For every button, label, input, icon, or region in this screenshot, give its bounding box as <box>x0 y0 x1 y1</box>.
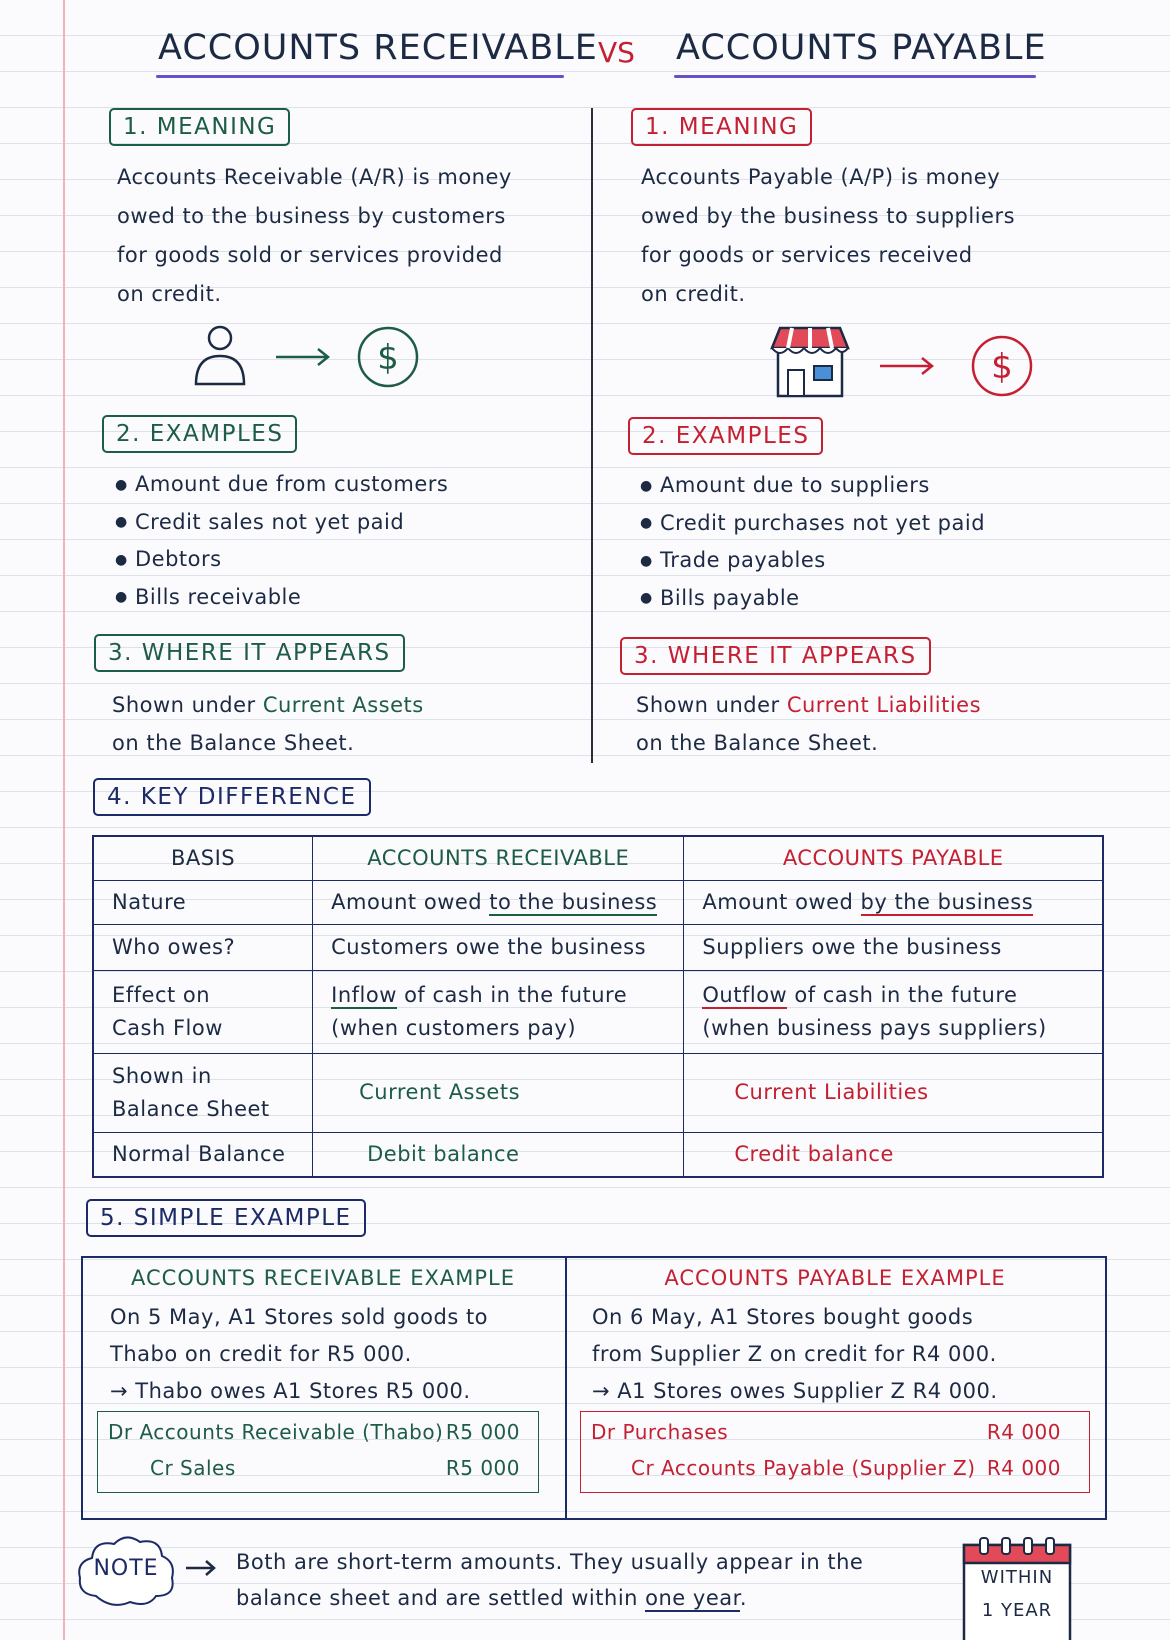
ap-journal-dr: Dr Purchases <box>591 1420 729 1444</box>
arrow-right-icon <box>184 1556 220 1580</box>
table-row <box>93 1053 1103 1132</box>
ar-journal-dr: Dr Accounts Receivable (Thabo) <box>108 1420 444 1444</box>
row-basis: Normal Balance <box>93 1132 313 1177</box>
simple-example-divider <box>565 1256 567 1518</box>
title-vs: VS <box>598 36 635 69</box>
table-row <box>93 924 1103 970</box>
calendar-icon <box>962 1537 1072 1640</box>
ar-journal-dr-amount: R5 000 <box>445 1420 520 1444</box>
arrow-right-icon <box>276 349 328 365</box>
ar-current-assets-highlight: Current Assets <box>262 693 424 717</box>
ar-journal-entry <box>97 1411 539 1493</box>
ap-examples-list <box>640 467 985 617</box>
ap-meaning-heading: 1. MEANING <box>631 108 812 146</box>
ar-meaning-heading: 1. MEANING <box>109 108 290 146</box>
table-row <box>93 880 1103 924</box>
ar-meaning-text <box>117 158 512 314</box>
ap-appears-heading: 3. WHERE IT APPEARS <box>620 637 931 675</box>
title-left: ACCOUNTS RECEIVABLE <box>158 28 598 68</box>
dollar-coin-icon <box>973 337 1031 395</box>
inflow-underlined: Inflow <box>331 982 397 1007</box>
one-year-underlined: one year <box>645 1586 740 1610</box>
ar-example-title: ACCOUNTS RECEIVABLE EXAMPLE <box>131 1266 515 1290</box>
arrow-right-icon <box>880 358 932 374</box>
row-ap: Suppliers owe the business <box>684 924 1103 970</box>
ap-journal-entry <box>580 1411 1090 1493</box>
ar-appears-text: Shown under Current Assets on the Balance Sheet. <box>112 693 424 755</box>
table-header-row <box>93 836 1103 880</box>
ap-meaning-text <box>641 158 1015 314</box>
ap-meaning-line: on credit. <box>641 282 746 306</box>
row-basis: Who owes? <box>93 924 313 970</box>
calendar-line-1: WITHIN <box>980 1567 1054 1588</box>
calendar-line-2: 1 YEAR <box>981 1600 1053 1621</box>
list-item: ● Credit sales not yet paid <box>115 509 405 534</box>
ap-meaning-line: Accounts Payable (A/P) is money <box>641 165 1001 189</box>
table-header-ap: ACCOUNTS PAYABLE <box>684 836 1103 880</box>
ap-appears-text: Shown under Current Liabilities on the Balance Sheet. <box>636 693 982 755</box>
table-row <box>93 1132 1103 1177</box>
dollar-coin-icon <box>359 328 417 386</box>
list-item: ● Bills payable <box>640 585 800 610</box>
title-left-underline <box>156 75 564 78</box>
row-ar: Amount owed to the business <box>313 880 684 924</box>
person-icon <box>196 327 244 384</box>
table-row <box>93 970 1103 1053</box>
row-basis: Effect on Cash Flow <box>93 970 313 1053</box>
list-item: ● Amount due to suppliers <box>640 473 930 497</box>
ap-journal-dr-amount: R4 000 <box>986 1420 1061 1444</box>
ap-meaning-line: for goods or services received <box>641 243 973 267</box>
ar-appears-heading: 3. WHERE IT APPEARS <box>94 634 405 672</box>
ar-meaning-line: Accounts Receivable (A/R) is money <box>117 165 512 189</box>
note-text: Both are short-term amounts. They usually appear in the balance sheet and are settled within one year. <box>236 1550 864 1610</box>
ap-current-liabilities-highlight: Current Liabilities <box>786 693 982 717</box>
row-ap: Outflow of cash in the future (when business pays suppliers) <box>684 970 1103 1053</box>
row-ap: Current Liabilities <box>684 1053 1103 1132</box>
list-item: ● Trade payables <box>640 548 826 572</box>
ar-meaning-line: owed to the business by customers <box>117 204 506 228</box>
list-item: ● Bills receivable <box>115 584 302 609</box>
row-ap: Credit balance <box>684 1132 1103 1177</box>
list-item: ● Debtors <box>115 547 222 571</box>
ar-journal-cr: Cr Sales <box>150 1456 236 1480</box>
ar-flow-illustration <box>190 322 430 392</box>
list-item: ● Credit purchases not yet paid <box>640 510 986 535</box>
ar-example-text: On 5 May, A1 Stores sold goods to Thabo on credit for R5 000. → Thabo owes A1 Stores R5 000. <box>110 1305 489 1403</box>
row-ar: Current Assets <box>313 1053 684 1132</box>
ap-by-the-business-underlined: by the business <box>860 889 1034 914</box>
row-ar: Inflow of cash in the future (when customers pay) <box>313 970 684 1053</box>
store-icon <box>772 328 848 396</box>
svg-text:$: $ <box>377 338 399 378</box>
ap-example-text: On 6 May, A1 Stores bought goods from Supplier Z on credit for R4 000. → A1 Stores owes Supplier Z R4 000. <box>592 1305 998 1403</box>
column-divider <box>591 108 593 763</box>
notebook-margin-line <box>63 0 65 1640</box>
ap-meaning-line: owed by the business to suppliers <box>641 204 1016 228</box>
title-right-underline <box>674 75 1036 78</box>
ar-journal-cr-amount: R5 000 <box>445 1456 520 1480</box>
table-header-basis: BASIS <box>93 836 313 880</box>
title-right: ACCOUNTS PAYABLE <box>676 28 1047 68</box>
ar-examples-heading: 2. EXAMPLES <box>102 415 297 453</box>
outflow-underlined: Outflow <box>702 982 788 1007</box>
ap-example-title: ACCOUNTS PAYABLE EXAMPLE <box>664 1266 1006 1290</box>
ap-journal-cr-amount: R4 000 <box>986 1456 1061 1480</box>
simple-example-heading: 5. SIMPLE EXAMPLE <box>86 1199 366 1237</box>
row-ar: Debit balance <box>313 1132 684 1177</box>
key-difference-table <box>92 835 1104 1178</box>
row-ap: Amount owed by the business <box>684 880 1103 924</box>
row-basis: Shown in Balance Sheet <box>93 1053 313 1132</box>
ar-meaning-line: for goods sold or services provided <box>117 243 503 267</box>
row-ar: Customers owe the business <box>313 924 684 970</box>
note-label: NOTE <box>93 1556 159 1581</box>
ap-examples-heading: 2. EXAMPLES <box>628 417 823 455</box>
ap-flow-illustration <box>768 324 1038 400</box>
key-difference-heading: 4. KEY DIFFERENCE <box>93 778 371 816</box>
table-header-ar: ACCOUNTS RECEIVABLE <box>313 836 684 880</box>
list-item: ● Amount due from customers <box>115 472 449 496</box>
row-basis: Nature <box>93 880 313 924</box>
ar-examples-list <box>115 466 448 616</box>
ar-to-the-business-underlined: to the business <box>489 889 658 914</box>
ap-journal-cr: Cr Accounts Payable (Supplier Z) <box>631 1456 976 1480</box>
svg-text:$: $ <box>991 347 1013 387</box>
ar-meaning-line: on credit. <box>117 282 222 306</box>
